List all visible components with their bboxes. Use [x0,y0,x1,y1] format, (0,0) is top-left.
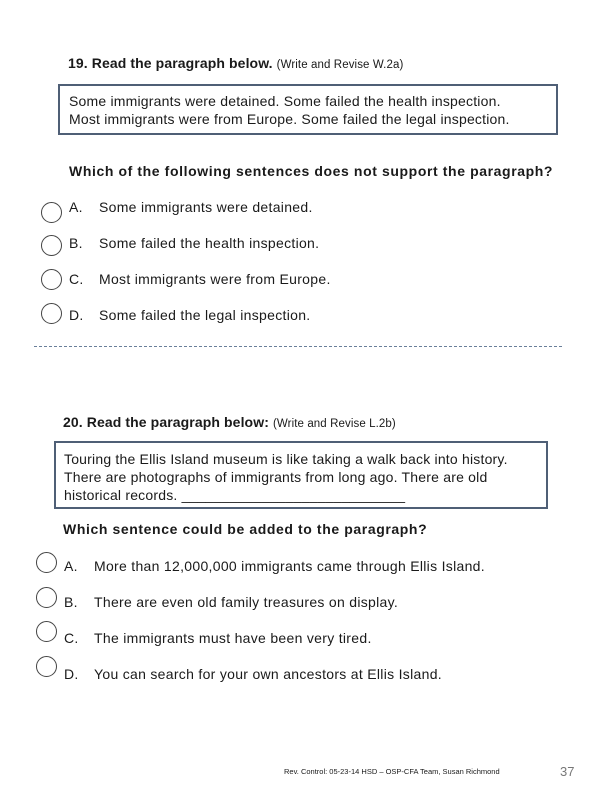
choice-letter: B. [69,235,83,251]
q20-standard: (Write and Revise L.2b) [272,418,396,430]
q19-heading [68,55,403,71]
q20-paragraph-line: historical records. ____________________________ [64,487,406,503]
q19-number: 19. [68,55,88,71]
q20-choice-d-radio[interactable] [36,656,57,677]
q19-choice-c-radio[interactable] [41,269,62,290]
q19-choice-a [69,199,313,215]
choice-letter: B. [64,594,78,610]
revision-footer: Rev. Control: 05-23-14 HSD – OSP-CFA Team, Susan Richmond [284,767,500,776]
choice-letter: D. [64,666,79,682]
choice-letter: D. [69,307,84,323]
q20-paragraph [64,450,508,504]
choice-letter: C. [64,630,79,646]
choice-letter: A. [64,558,78,574]
section-divider [34,346,562,347]
page-number: 37 [560,764,575,779]
q19-paragraph [69,92,510,128]
choice-letter: A. [69,199,83,215]
q20-choice-c-radio[interactable] [36,621,57,642]
q20-number: 20. [63,414,83,430]
q20-heading-text: Read the paragraph below: [86,414,269,430]
q19-choice-c [69,271,331,287]
q19-heading-text: Read the paragraph below. [91,55,273,71]
q20-heading [63,414,396,430]
q19-choice-b [69,235,319,251]
q20-paragraph-box [54,441,548,509]
q20-paragraph-line: There are photographs of immigrants from long ago. There are old [64,469,488,485]
q20-prompt: Which sentence could be added to the paragraph? [63,521,428,537]
choice-text: Most immigrants were from Europe. [99,271,331,287]
q20-choice-a-radio[interactable] [36,552,57,573]
choice-text: The immigrants must have been very tired. [94,630,372,646]
choice-text: More than 12,000,000 immigrants came through Ellis Island. [94,558,485,574]
q19-standard: (Write and Revise W.2a) [276,59,404,71]
q19-paragraph-line: Most immigrants were from Europe. Some failed the legal inspection. [69,111,510,127]
choice-text: You can search for your own ancestors at Ellis Island. [94,666,442,682]
q20-choice-b-radio[interactable] [36,587,57,608]
q19-choice-a-radio[interactable] [41,202,62,223]
q19-prompt: Which of the following sentences does not support the paragraph? [69,163,554,179]
q20-choice-b [64,594,398,610]
q20-choice-d [64,666,442,682]
q20-paragraph-line: Touring the Ellis Island museum is like taking a walk back into history. [64,451,508,467]
choice-text: Some immigrants were detained. [99,199,313,215]
choice-text: Some failed the legal inspection. [99,307,311,323]
q19-choice-b-radio[interactable] [41,235,62,256]
choice-text: Some failed the health inspection. [99,235,320,251]
q19-choice-d-radio[interactable] [41,303,62,324]
q19-choice-d [69,307,310,323]
q20-choice-c [64,630,372,646]
choice-letter: C. [69,271,84,287]
q19-paragraph-box [58,84,558,135]
choice-text: There are even old family treasures on display. [94,594,399,610]
q19-paragraph-line: Some immigrants were detained. Some failed the health inspection. [69,93,501,109]
q20-choice-a [64,558,485,574]
